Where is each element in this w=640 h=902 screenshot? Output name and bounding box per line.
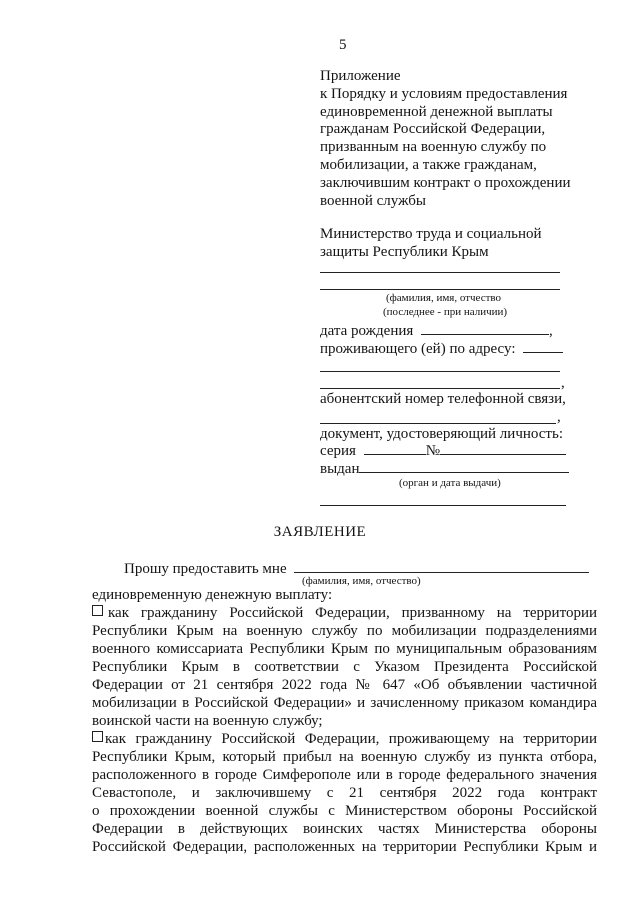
statement-title: ЗАЯВЛЕНИЕ	[273, 524, 367, 540]
option-2-line: Российской Федерации, расположенных на территории Республики Крым и	[92, 839, 597, 855]
option-1-text: как гражданину Российской Федерации, призванному на территории	[108, 605, 597, 621]
issued-label: выдан	[320, 461, 360, 477]
appendix-line: гражданам Российской Федерации,	[320, 121, 546, 138]
phone-fill-line[interactable]	[320, 423, 556, 424]
address-field[interactable]	[523, 340, 563, 353]
address-fill-line-2[interactable]	[320, 388, 560, 389]
intro-line: единовременную денежную выплату:	[92, 587, 333, 603]
birth-date-row	[320, 322, 553, 340]
number-label: №	[425, 443, 440, 459]
birth-date-field[interactable]	[421, 322, 549, 335]
option-1-line: воинской части на военную службу;	[92, 713, 323, 729]
option-1-line: Республики Крым в соответствии с Указом Президента Российской	[92, 659, 597, 675]
comma: ,	[549, 323, 553, 339]
option-1-checkbox[interactable]	[92, 605, 103, 616]
series-label: серия	[320, 443, 356, 459]
birth-date-label: дата рождения	[320, 323, 414, 339]
appendix-line: военной службы	[320, 192, 426, 209]
appendix-line: единовременной денежной выплаты	[320, 103, 553, 120]
option-1-line	[92, 604, 597, 622]
addressee-line: Министерство труда и социальной	[320, 226, 542, 242]
appendix-line: призванным на военную службу по	[320, 139, 547, 156]
option-2-line: Федерации в действующих воинских частях Министерства обороны	[92, 821, 597, 837]
option-2-line: Севастополе, и заключившему с 21 сентября 2022 года контракт	[92, 785, 597, 801]
appendix-line: Приложение	[320, 68, 401, 84]
addressee-line: защиты Республики Крым	[320, 243, 489, 260]
option-1-line: Федерации от 21 сентября 2022 года № 647 «Об объявлении частичной	[92, 677, 597, 693]
id-document-label: документ, удостоверяющий личность:	[320, 426, 563, 442]
request-name-field[interactable]	[294, 560, 589, 573]
page-number: 5	[339, 37, 347, 53]
address-fill-line-1[interactable]	[320, 371, 560, 372]
phone-label: абонентский номер телефонной связи,	[320, 391, 566, 407]
option-1-line: мобилизации в Российской Федерации» и зачисленному приказом командира	[92, 695, 597, 711]
issued-field[interactable]	[359, 460, 569, 473]
option-2-text: как гражданину Российской Федерации, проживающему на территории	[105, 731, 597, 747]
statement-body	[92, 586, 597, 856]
option-2-line: расположенного в городе Симферополе или в городе федерального значения	[92, 767, 597, 783]
appendix-line: к Порядку и условиям предоставления	[320, 85, 568, 102]
option-1-line: военного комиссариата Республики Крым по муниципальным образованиям	[92, 641, 597, 657]
name-fill-line-2[interactable]	[320, 289, 560, 290]
issued-fill-line[interactable]	[320, 505, 566, 506]
option-2-line: о прохождении военной службы с Министерством обороны Российской	[92, 803, 597, 819]
address-label: проживающего (ей) по адресу:	[320, 341, 516, 357]
option-2-line	[92, 730, 597, 748]
option-1-line: Республики Крым на военную службу по мобилизации подразделениями	[92, 623, 597, 639]
name-fill-line-1[interactable]	[320, 272, 560, 273]
appendix-line: мобилизации, а также гражданам,	[320, 156, 537, 173]
request-caption: (фамилия, имя, отчество)	[302, 575, 421, 587]
issued-row	[320, 460, 569, 478]
option-2-line: Республики Крым, который прибыл на военную службу из пункта отбора,	[92, 749, 597, 765]
addressee-block	[320, 226, 620, 262]
appendix-header	[320, 68, 620, 210]
issued-caption: (орган и дата выдачи)	[399, 477, 501, 489]
address-comma: ,	[561, 375, 565, 391]
address-row	[320, 340, 563, 358]
series-field[interactable]	[364, 442, 426, 455]
name-caption-2: (последнее - при наличии)	[383, 306, 508, 318]
name-caption-1: (фамилия, имя, отчество	[386, 292, 502, 304]
number-field[interactable]	[440, 442, 566, 455]
series-row	[320, 442, 566, 460]
option-2-checkbox[interactable]	[92, 731, 103, 742]
appendix-line: заключившим контракт о прохождении	[320, 174, 571, 191]
phone-comma: ,	[557, 409, 561, 425]
request-label: Прошу предоставить мне	[124, 561, 287, 577]
